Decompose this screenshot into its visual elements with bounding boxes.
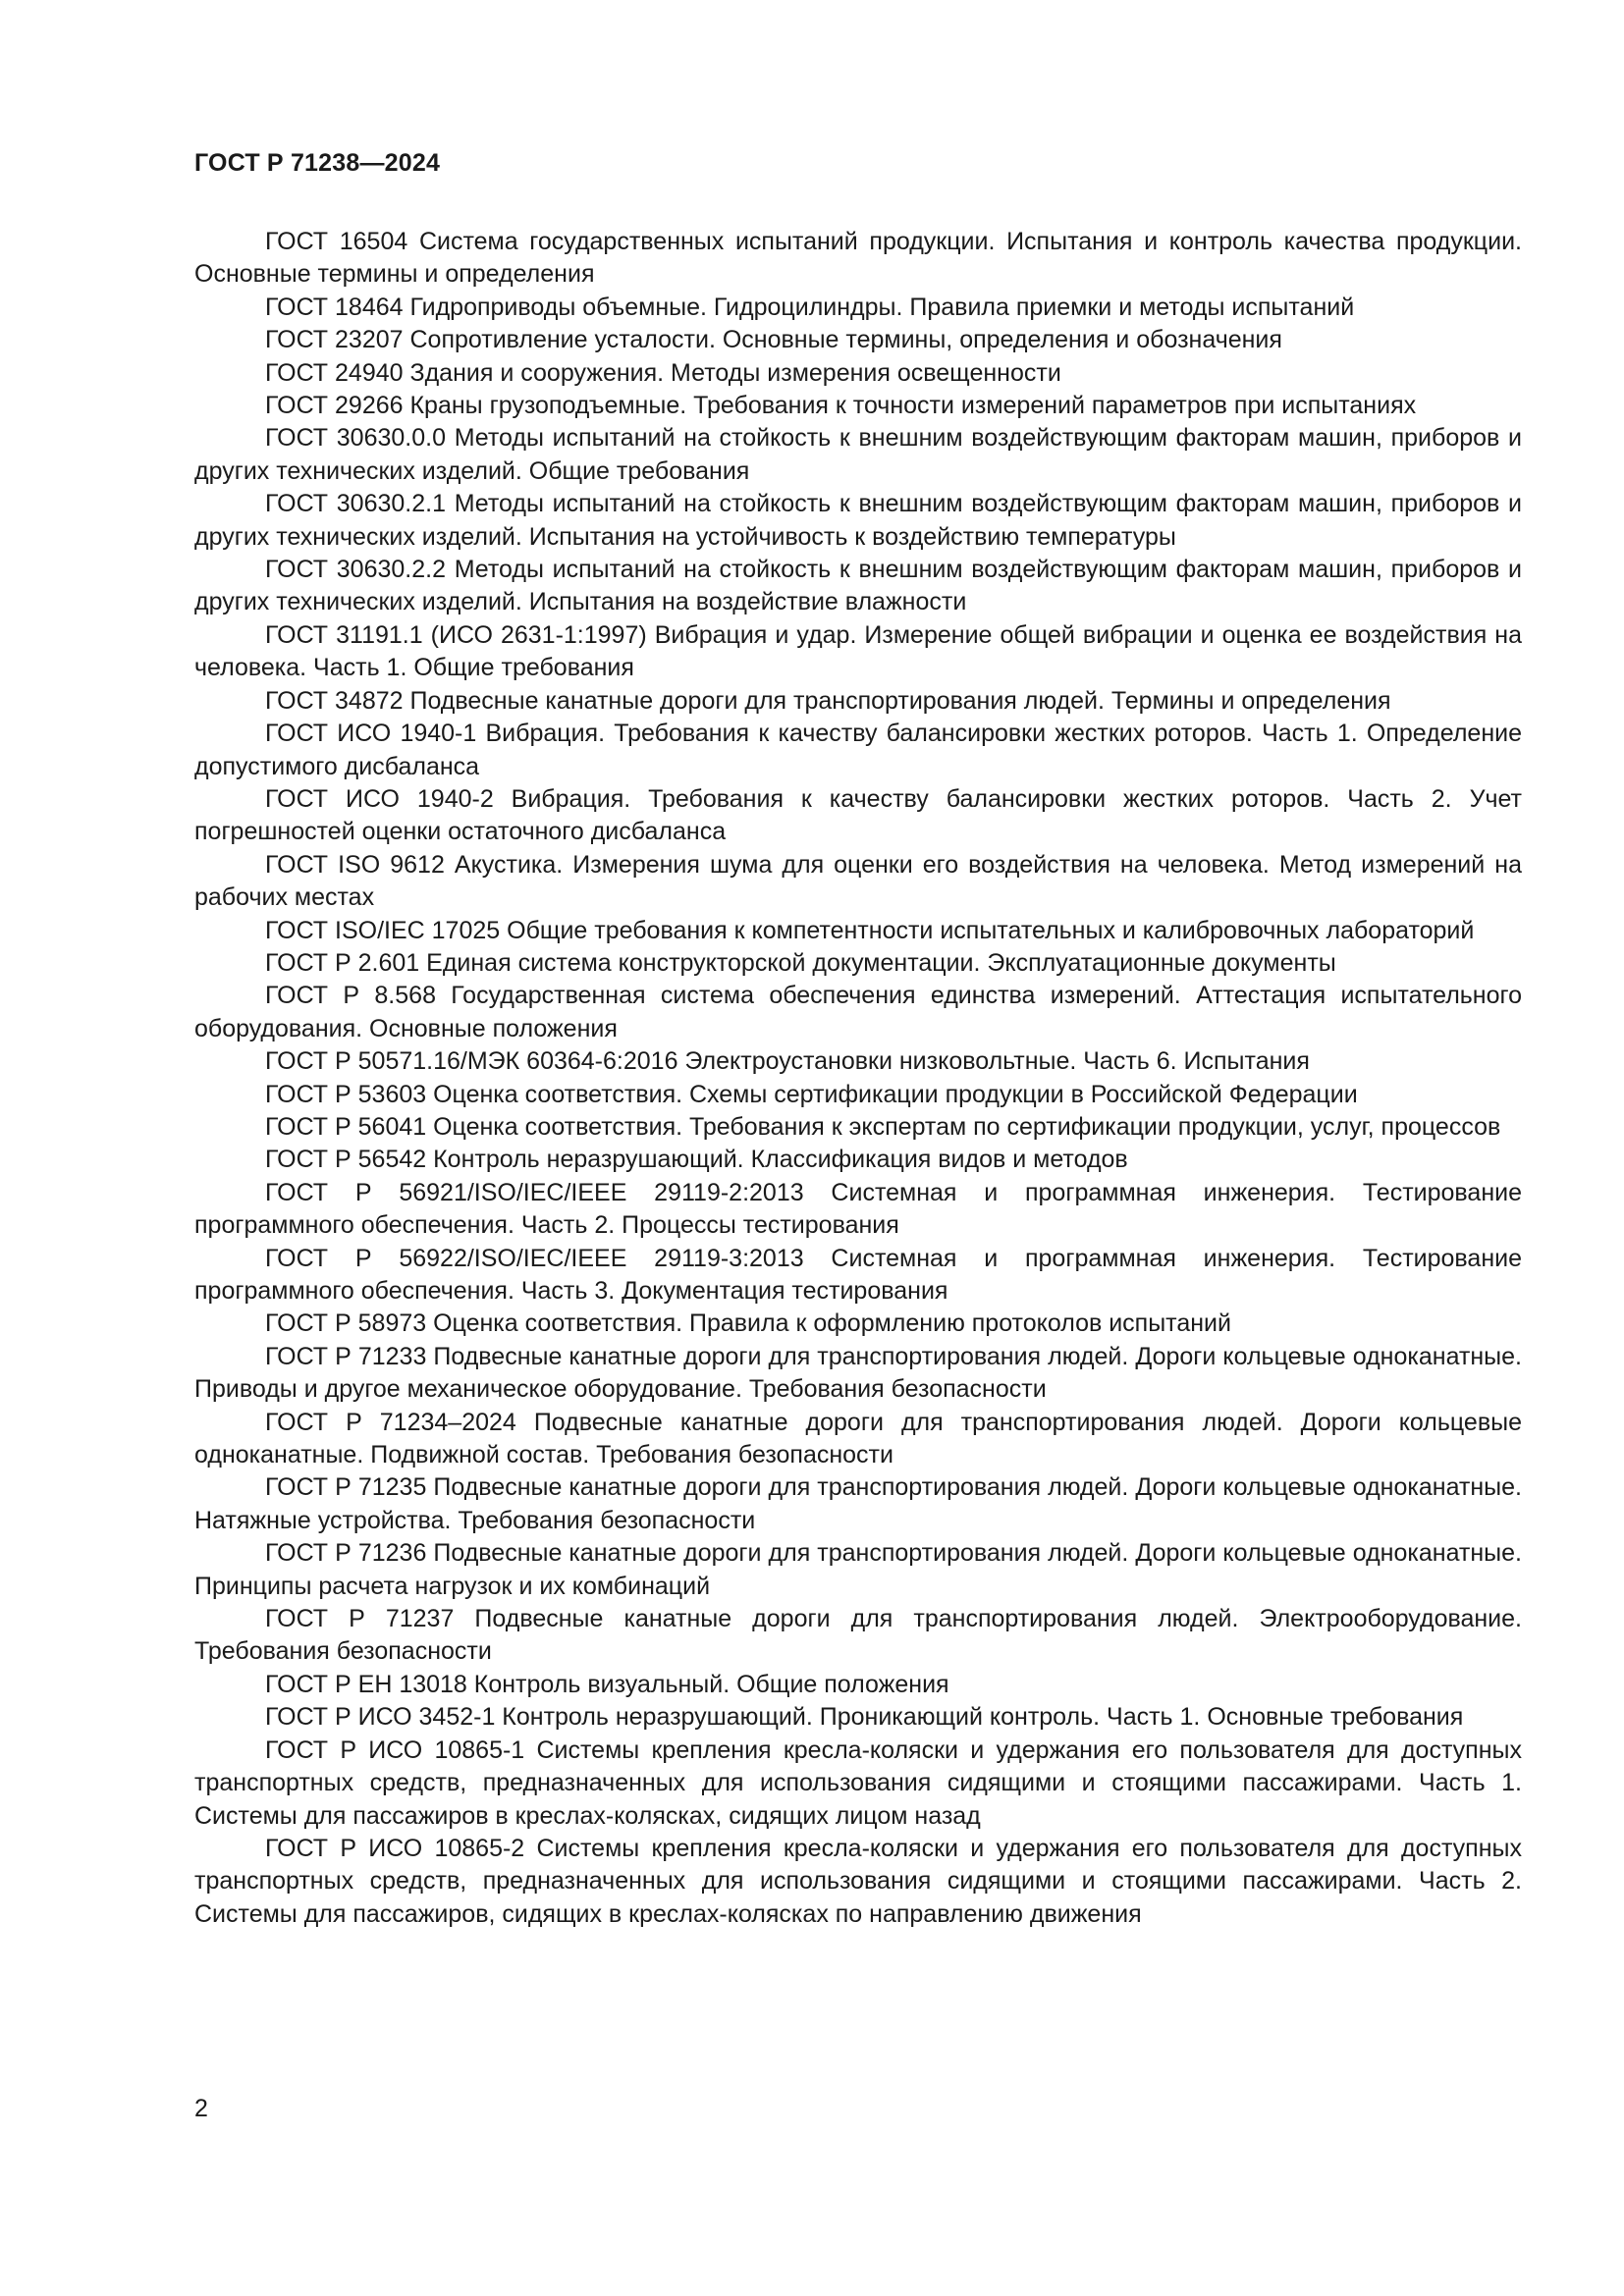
reference-item: ГОСТ ISO/IEC 17025 Общие требования к компетентности испытательных и калибровочных лабораторий (265, 916, 1475, 944)
reference-item: ГОСТ Р 58973 Оценка соответствия. Правила к оформлению протоколов испытаний (265, 1309, 1231, 1338)
reference-item: ГОСТ Р 53603 Оценка соответствия. Схемы сертификации продукции в Российской Федерации (265, 1080, 1358, 1108)
reference-item: ГОСТ Р 2.601 Единая система конструкторской документации. Эксплуатационные документы (265, 948, 1336, 977)
reference-item: ГОСТ 30630.2.1 Методы испытаний на стойкость к внешним воздействующим факторам машин, приборов и других технических изделий. Испытания на устойчивость к воздействию температуры (194, 490, 1522, 551)
reference-item: ГОСТ Р 56041 Оценка соответствия. Требования к экспертам по сертификации продукции, услуг, процессов (265, 1112, 1501, 1141)
reference-item: ГОСТ Р 71233 Подвесные канатные дороги для транспортирования людей. Дороги кольцевые одноканатные. Приводы и другое механическое оборудование. Требования безопасности (194, 1342, 1522, 1404)
reference-item: ГОСТ 29266 Краны грузоподъемные. Требования к точности измерений параметров при испытаниях (265, 392, 1417, 420)
reference-list (194, 226, 1522, 1931)
reference-item: ГОСТ Р 71235 Подвесные канатные дороги для транспортирования людей. Дороги кольцевые одноканатные. Натяжные устройства. Требования безопасности (194, 1473, 1522, 1534)
reference-item: ГОСТ Р ИСО 10865-1 Системы крепления кресла-коляски и удержания его пользователя для доступных транспортных средств, предназначенных для использования сидящими и стоящими пассажирами. Часть 1. Системы для пассажиров в креслах-колясках, сидящих лицом назад (194, 1735, 1522, 1830)
reference-item: ГОСТ ISO 9612 Акустика. Измерения шума для оценки его воздействия на человека. Метод измерений на рабочих местах (194, 850, 1522, 912)
reference-item: ГОСТ Р 71237 Подвесные канатные дороги для транспортирования людей. Электрооборудование. Требования безопасности (194, 1605, 1522, 1666)
page-number: 2 (194, 2095, 208, 2122)
reference-item: ГОСТ 23207 Сопротивление усталости. Основные термины, определения и обозначения (265, 326, 1282, 354)
reference-item: ГОСТ Р ЕН 13018 Контроль визуальный. Общие положения (265, 1670, 949, 1698)
reference-item: ГОСТ Р 56921/ISO/IEC/IEEE 29119-2:2013 Системная и программная инженерия. Тестирование программного обеспечения. Часть 2. Процессы тестирования (194, 1178, 1522, 1240)
reference-item: ГОСТ 18464 Гидроприводы объемные. Гидроцилиндры. Правила приемки и методы испытаний (265, 293, 1355, 321)
reference-item: ГОСТ Р 56542 Контроль неразрушающий. Классификация видов и методов (265, 1146, 1128, 1174)
reference-item: ГОСТ 30630.2.2 Методы испытаний на стойкость к внешним воздействующим факторам машин, приборов и других технических изделий. Испытания на воздействие влажности (194, 556, 1522, 616)
reference-item: ГОСТ Р 8.568 Государственная система обеспечения единства измерений. Аттестация испытательного оборудования. Основные положения (194, 982, 1522, 1042)
reference-item: ГОСТ Р ИСО 10865-2 Системы крепления кресла-коляски и удержания его пользователя для доступных транспортных средств, предназначенных для использования сидящими и стоящими пассажирами. Часть 2. Системы для пассажиров, сидящих в креслах-колясках по направлению движения (194, 1834, 1522, 1928)
page-header: ГОСТ Р 71238—2024 (194, 149, 441, 177)
reference-item: ГОСТ 31191.1 (ИСО 2631-1:1997) Вибрация и удар. Измерение общей вибрации и оценка ее воздействия на человека. Часть 1. Общие требования (194, 620, 1522, 682)
reference-item: ГОСТ 30630.0.0 Методы испытаний на стойкость к внешним воздействующим факторам машин, приборов и других технических изделий. Общие требования (194, 424, 1522, 485)
reference-item: ГОСТ 34872 Подвесные канатные дороги для транспортирования людей. Термины и определения (265, 686, 1391, 715)
reference-item: ГОСТ 16504 Система государственных испытаний продукции. Испытания и контроль качества продукции. Основные термины и определения (194, 228, 1522, 289)
reference-item: ГОСТ 24940 Здания и сооружения. Методы измерения освещенности (265, 358, 1061, 387)
reference-item: ГОСТ Р 56922/ISO/IEC/IEEE 29119-3:2013 Системная и программная инженерия. Тестирование программного обеспечения. Часть 3. Документация тестирования (194, 1244, 1522, 1305)
reference-item: ГОСТ ИСО 1940-1 Вибрация. Требования к качеству балансировки жестких роторов. Часть 1. Определение допустимого дисбаланса (194, 720, 1522, 780)
reference-item: ГОСТ Р 71234–2024 Подвесные канатные дороги для транспортирования людей. Дороги кольцевые одноканатные. Подвижной состав. Требования безопасности (194, 1408, 1522, 1469)
reference-item: ГОСТ Р ИСО 3452-1 Контроль неразрушающий. Проникающий контроль. Часть 1. Основные требования (265, 1703, 1464, 1732)
reference-item: ГОСТ Р 71236 Подвесные канатные дороги для транспортирования людей. Дороги кольцевые одноканатные. Принципы расчета нагрузок и их комбинаций (194, 1539, 1522, 1600)
reference-item: ГОСТ Р 50571.16/МЭК 60364-6:2016 Электроустановки низковольтные. Часть 6. Испытания (265, 1047, 1310, 1076)
reference-item: ГОСТ ИСО 1940-2 Вибрация. Требования к качеству балансировки жестких роторов. Часть 2. Учет погрешностей оценки остаточного дисбаланса (194, 784, 1522, 846)
